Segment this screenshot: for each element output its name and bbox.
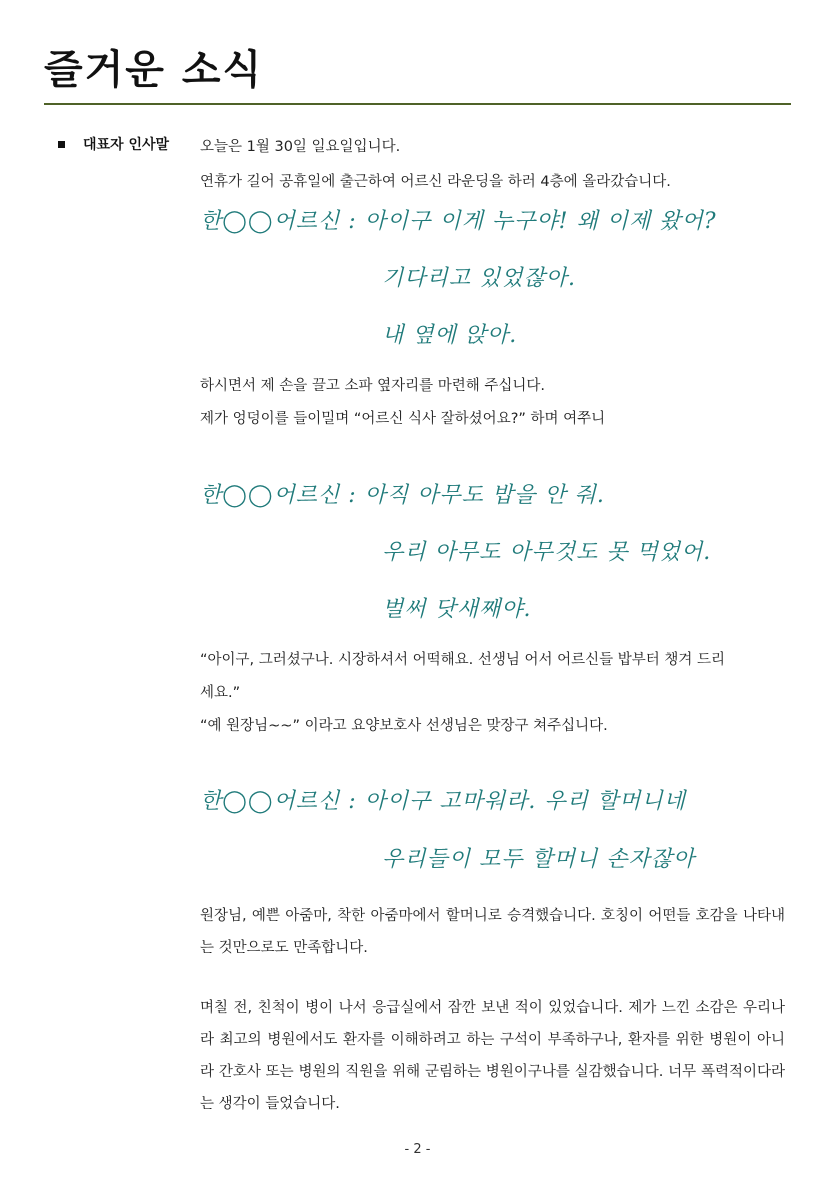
square-bullet-icon (58, 141, 65, 148)
dialog-speaker-line: 한◯◯어르신 : 아직 아무도 밥을 안 줘. (200, 483, 605, 508)
section-label (58, 134, 169, 154)
body-line: “예 원장님~~” 이라고 요양보호사 선생님은 맞장구 쳐주십니다. (200, 718, 608, 734)
body-paragraph: 며칠 전, 친척이 병이 나서 응급실에서 잠깐 보낸 적이 있었습니다. 제가 느낀 소감은 우리나라 최고의 병원에서도 환자를 이해하려고 하는 구석이 부족하구나, 환자를 위한 병원이 아니라 간호사 또는 병원의 직원을 위해 군림하는 병원이구나를 실감했습니다. 너무 폭력적이다라는 생각이 들었습니다. (200, 1000, 785, 1112)
dialog-speaker-line: 한◯◯어르신 : 아이구 고마워라. 우리 할머니네 (200, 789, 686, 814)
body-line: 세요.” (200, 685, 241, 701)
section-label-text: 대표자 인사말 (83, 137, 170, 153)
dialog-continuation: 벌써 닷새째야. (382, 597, 532, 622)
body-paragraph: 원장님, 예쁜 아줌마, 착한 아줌마에서 할머니로 승격했습니다. 호칭이 어떤들 호감을 나타내는 것만으로도 만족합니다. (200, 908, 785, 956)
dialog-continuation: 기다리고 있었잖아. (382, 266, 577, 291)
body-line: “아이구, 그러셨구나. 시장하셔서 어떡해요. 선생님 어서 어르신들 밥부터 챙겨 드리 (200, 652, 726, 668)
dialog-speaker-line: 한◯◯어르신 : 아이구 이게 누구야! 왜 이제 왔어? (200, 209, 717, 234)
page-title: 즐거운 소식 (44, 47, 264, 93)
body-line: 제가 엉덩이를 들이밀며 “어르신 식사 잘하셨어요?” 하며 여쭈니 (200, 411, 606, 427)
intro-line: 오늘은 1월 30일 일요일입니다. (200, 139, 401, 155)
dialog-continuation: 우리 아무도 아무것도 못 먹었어. (382, 540, 712, 565)
page-number: - 2 - (404, 1142, 431, 1157)
dialog-continuation: 우리들이 모두 할머니 손자잖아 (382, 847, 696, 872)
intro-line: 연휴가 길어 공휴일에 출근하여 어르신 라운딩을 하러 4층에 올라갔습니다. (200, 174, 671, 190)
dialog-continuation: 내 옆에 앉아. (382, 323, 518, 348)
title-divider (44, 103, 791, 105)
body-line: 하시면서 제 손을 끌고 소파 옆자리를 마련해 주십니다. (200, 378, 546, 394)
